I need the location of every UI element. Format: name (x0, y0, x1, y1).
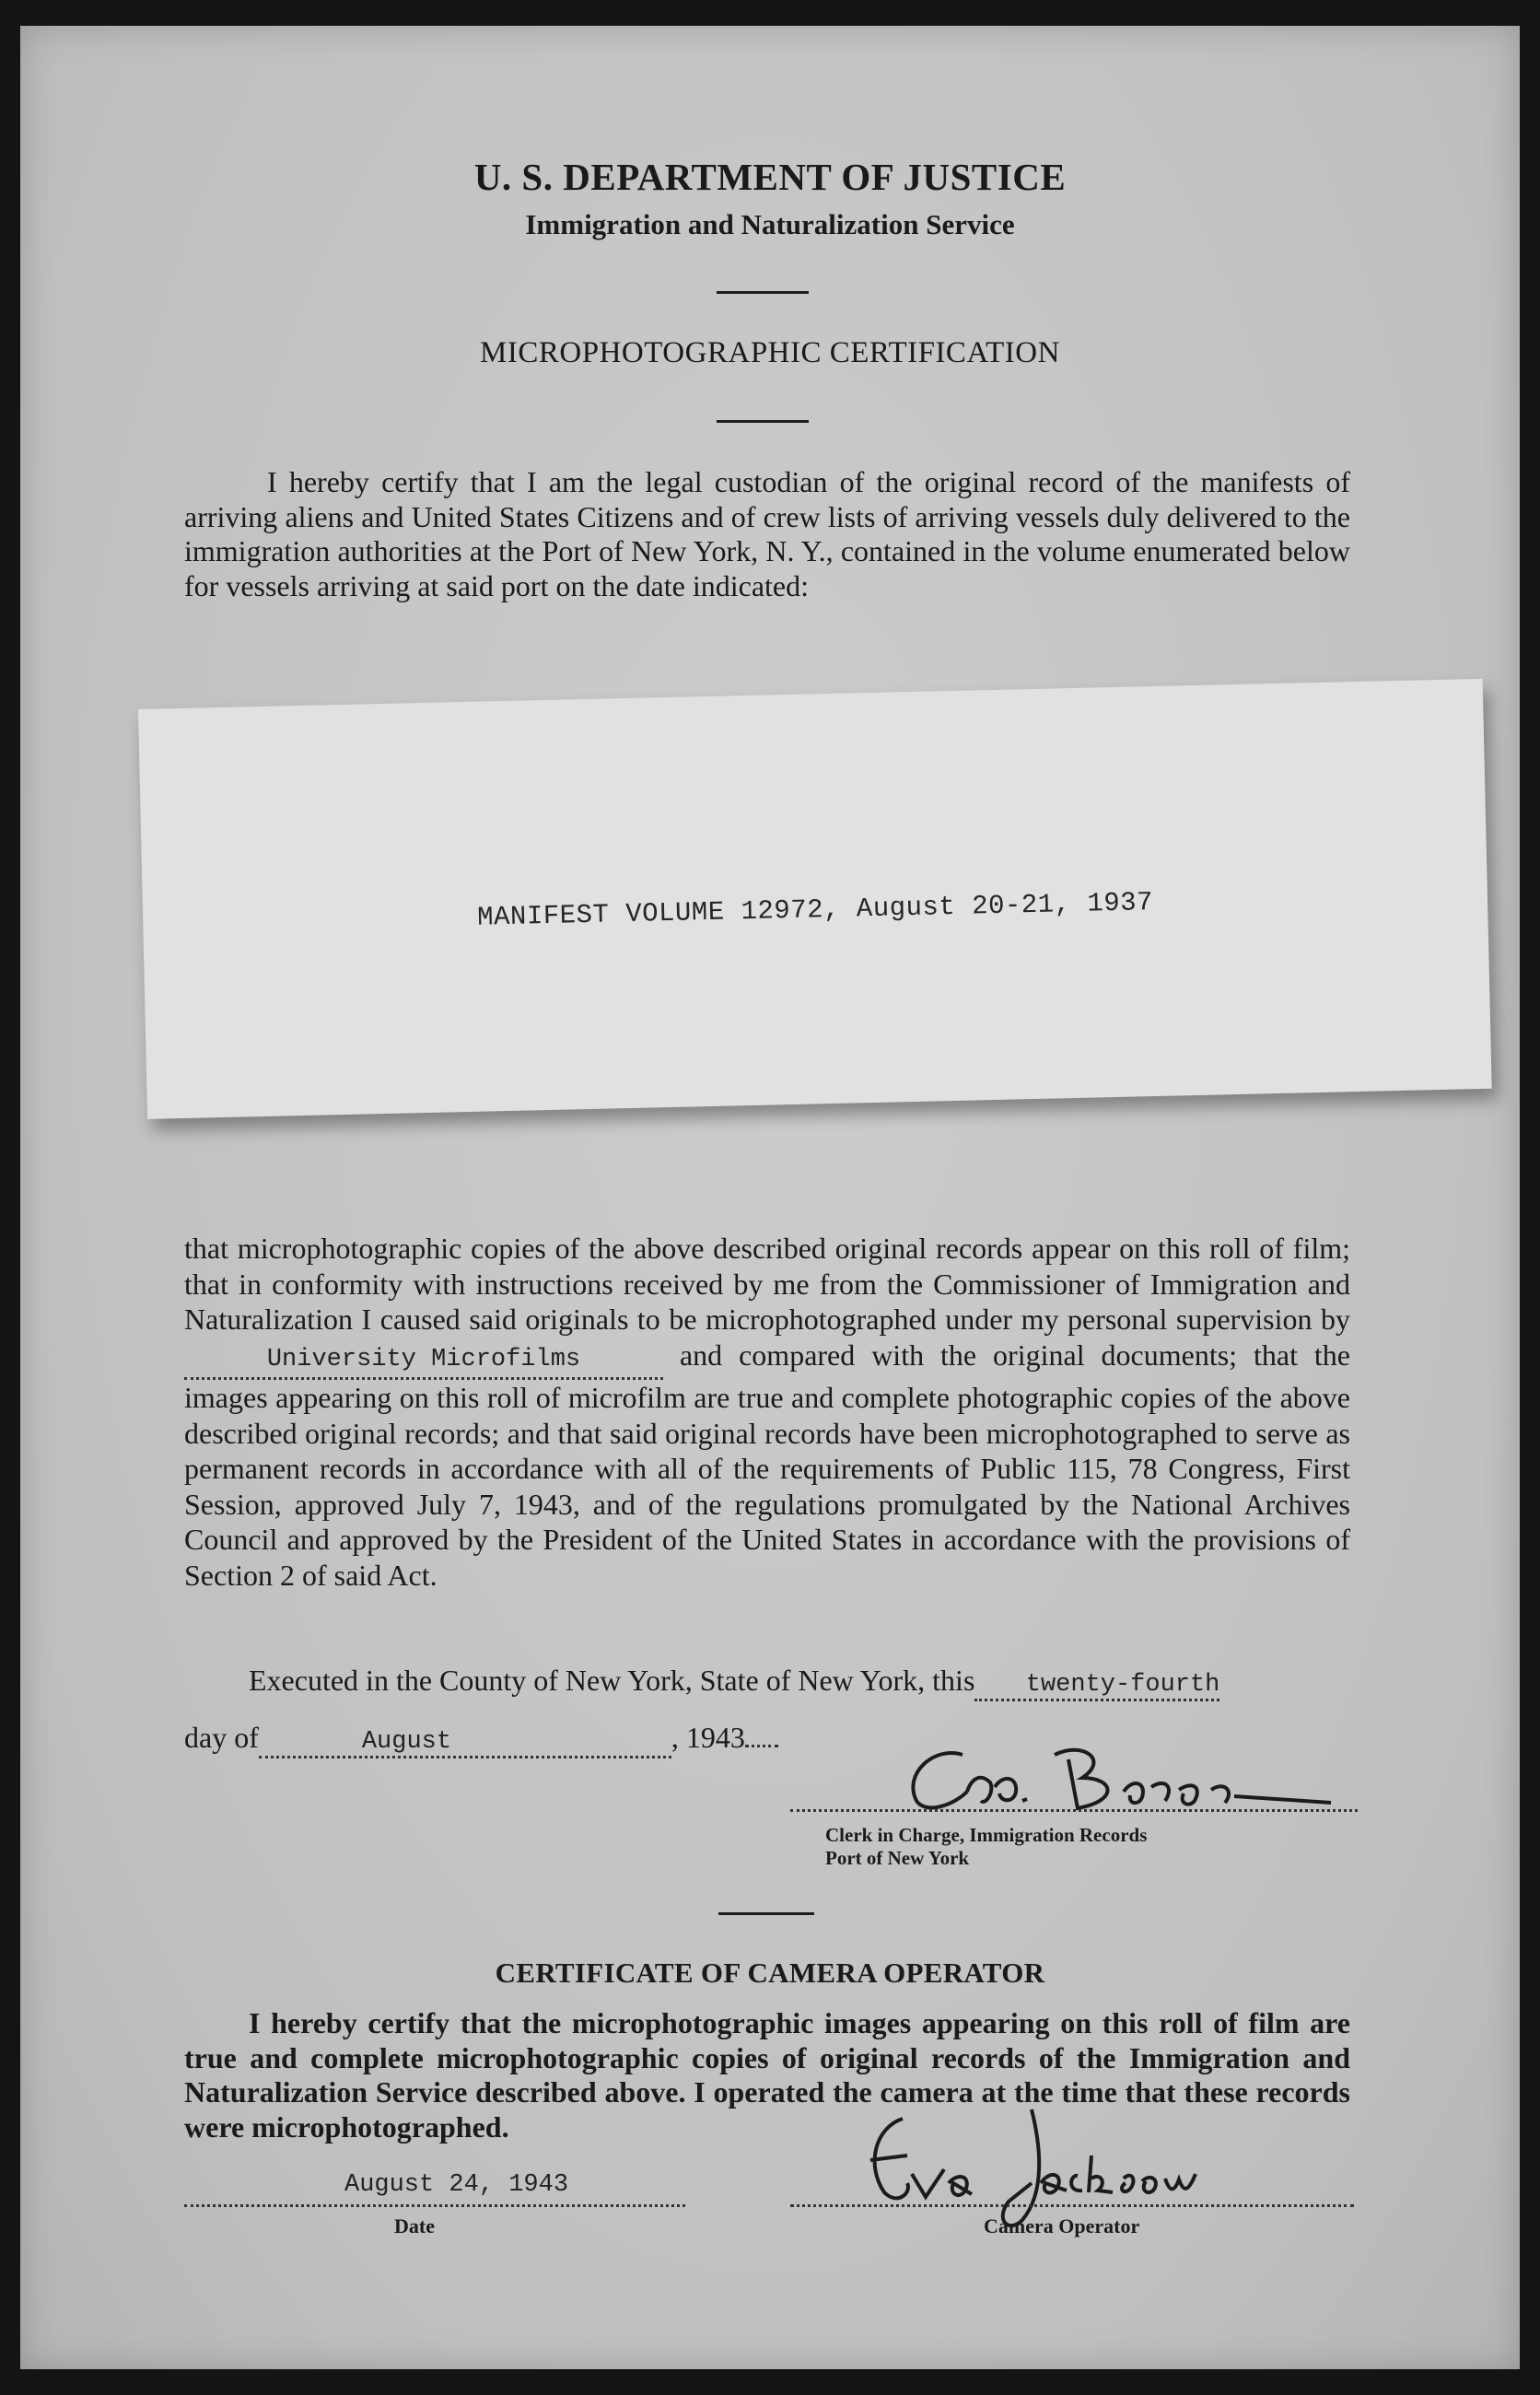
month-field (259, 1721, 671, 1758)
camera-operator-heading: CERTIFICATE OF CAMERA OPERATOR (495, 1957, 1045, 1989)
execution-line (249, 1664, 1219, 1701)
body-text-part1: that microphotographic copies of the above described original records appear on this roll of film; that in conformity with instructions received by me from the Commissioner of Immigration and Naturalization I caused said originals to be microphotographed under my personal supervision by (184, 1232, 1350, 1336)
year-trail (745, 1745, 778, 1747)
camera-operator-label: Camera Operator (984, 2214, 1140, 2237)
clerk-signature-drawing (898, 1736, 1359, 1819)
manifest-volume-text: MANIFEST VOLUME 12972, August 20-21, 1937 (476, 887, 1154, 933)
service-subtitle: Immigration and Naturalization Service (525, 208, 1015, 240)
operator-signature-line (790, 2204, 1354, 2207)
body-text-part2: and compared with the original documents; that the images appearing on this roll of microfilm are true and complete photographic copies of the above described original records; and that said original records have been microphotographed to serve as permanent records in accordance with all of the requirements of Public 115, 78 Congress, First Session, approved July 7, 1943, and of the regulations promulgated by the National Archives Council and approved by the President of the United States in accordance with the provisions of Section 2 of said Act. (184, 1338, 1351, 1592)
divider (718, 1912, 814, 1915)
intro-paragraph: I hereby certify that I am the legal custodian of the original record of the manifests of arriving aliens and United States Citizens and of crew lists of arriving vessels duly delivered to the immigration authorities at the Port of New York, N. Y., contained in the volume enumerated below for vessels arriving at said port on the date indicated: (184, 465, 1350, 602)
execution-day: twenty-fourth (1025, 1671, 1220, 1699)
date-line (184, 2204, 685, 2207)
clerk-title: Clerk in Charge, Immigration Records (825, 1824, 1148, 1846)
camera-operator-paragraph: I hereby certify that the microphotographic images appearing on this roll of film are true and complete microphotographic copies of original records of the Immigration and Naturalization Service described above. I operated the camera at the time that these records were microphotographed. (184, 2006, 1350, 2144)
day-of-label: day of (184, 1721, 259, 1754)
execution-month: August (361, 1728, 452, 1756)
divider (717, 291, 809, 294)
clerk-signature-line (790, 1809, 1358, 1812)
certification-heading: MICROPHOTOGRAPHIC CERTIFICATION (480, 336, 1060, 369)
year-digit: 3 (729, 1721, 745, 1754)
clerk-port: Port of New York (825, 1847, 970, 1869)
department-title: U. S. DEPARTMENT OF JUSTICE (473, 156, 1067, 198)
date-label: Date (394, 2214, 435, 2237)
divider (717, 420, 809, 423)
photographer-value: University Microfilms (266, 1345, 581, 1373)
day-of-line (184, 1721, 778, 1758)
photographer-field (184, 1338, 663, 1381)
execution-day-field (974, 1664, 1219, 1701)
certification-body (184, 1231, 1350, 1593)
manifest-slip (138, 679, 1492, 1119)
execution-prefix: Executed in the County of New York, State of New York, this (249, 1664, 975, 1697)
camera-date-value: August 24, 1943 (344, 2171, 569, 2199)
year-prefix: , 194 (671, 1721, 730, 1754)
